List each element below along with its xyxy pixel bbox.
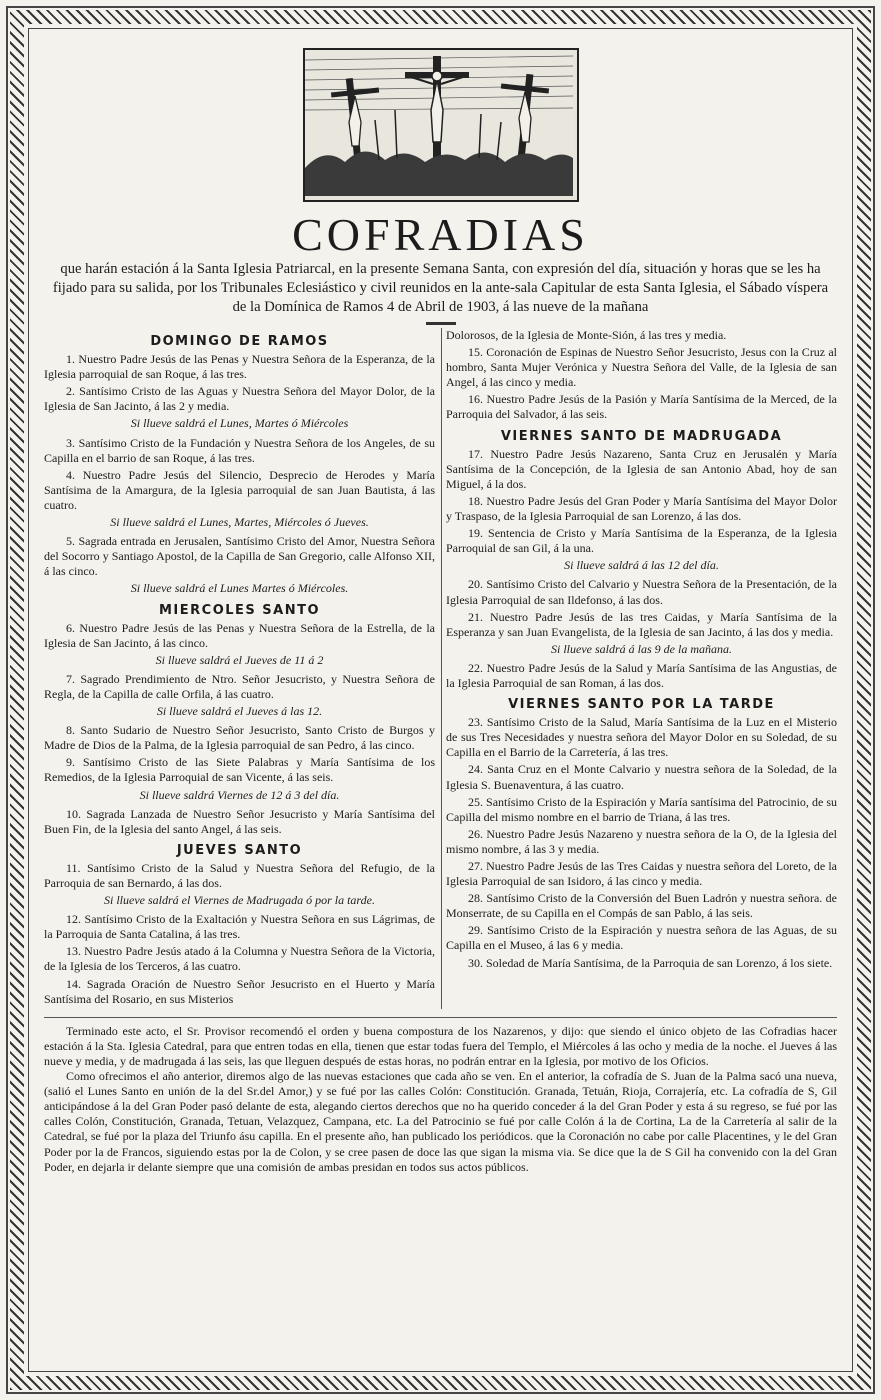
procession-entry: 22. Nuestro Padre Jesús de la Salud y María Santísima de las Angustias, de la Iglesia Parroquial de san Roman, á las dos. — [446, 660, 837, 690]
procession-entry: 4. Nuestro Padre Jesús del Silencio, Desprecio de Herodes y María Santísima de la Amargura, de la Iglesia parroquial de san Juan Bautista, á las cuatro. — [44, 467, 435, 512]
document-intro: que harán estación á la Santa Iglesia Patriarcal, en la presente Semana Santa, con expresión del día, situación y horas que se les ha fijado para su salida, por los Tribunales Eclesiástico y civil reunidos en la ante-sala Capitular de esta Santa Iglesia, el Sábado víspera de la Domínica de Ramos 4 de Abril de 1903, á las nueve de la mañana — [52, 261, 829, 315]
rain-note: Si llueve saldrá el Lunes, Martes ó Miércoles — [130, 416, 349, 431]
section-heading-madrugada: VIERNES SANTO DE MADRUGADA — [500, 428, 783, 444]
rain-note: Si llueve saldrá el Jueves de 11 á 2 — [155, 652, 324, 667]
document-content — [44, 40, 837, 1175]
procession-entry: 29. Santísimo Cristo de la Espiración y nuestra señora de las Aguas, de su Capilla en el Museo, á las 6 y media. — [446, 923, 837, 953]
procession-entry: 28. Santísimo Cristo de la Conversión del Buen Ladrón y nuestra señora. de Monserrate, de su Capilla en el Compás de san Pablo, á las seis. — [446, 891, 837, 921]
right-column — [442, 328, 837, 1009]
procession-entry: 24. Santa Cruz en el Monte Calvario y nuestra señora de la Soledad, de la Iglesia S. Buenaventura, á las cuatro. — [446, 762, 837, 792]
procession-entry: 14. Sagrada Oración de Nuestro Señor Jesucristo en el Huerto y María Santísima del Rosario, en sus Misterios — [44, 976, 435, 1006]
closing-paragraph: Como ofrecimos el año anterior, diremos algo de las nuevas estaciones que cada año se ven. En el anterior, la cofradía de S. Juan de la Palma sacó una nueva, (salió el Lunes Santo en unión de la del Sr.del Amor,) y se fué por las calles Colón: Constitución. Granada, Tetuán, Rioja, Corrajería, etc. La cofradía de S, Gil anticipándose á la del Gran Poder pasó delante de esta, alegando ciertos derechos que no ha querido conceder á la del Gran Poder y esta á su regreso, se fué por las calles Colón, Constitución, Granada, Tetuan, Velazquez, Campana, etc. La del Patrocinio se fué por calle Colón á la de Cortina, La de la Carretería al salir de la Catedral, se fué por la plaza del Triunfo ásu capilla. En el presente año, han publicado los periódicos. que la Coronación no cabe por calle Placentines, y le del Gran Poder por la de Francos, siguiendo estas por la de Colon, y se cree pasen de doce las que sigan la misma via. Se dice que la de S Gil ha convenido con la del Gran Poder, en dejarla ir delante siempre que una comisión de ambas presidan en todos sus actos públicos. — [44, 1069, 837, 1174]
two-column-body — [44, 328, 837, 1009]
rain-note: Si llueve saldrá el Lunes, Martes, Miércoles ó Jueves. — [110, 515, 369, 530]
closing-paragraph: Terminado este acto, el Sr. Provisor recomendó el orden y buena compostura de los Nazarenos, y dijo: que siendo el único objeto de las Cofradias hacer estación á la Sta. Iglesia Catedral, para que entren todas en ella, tienen que estar todas fuera del Templo, el Miércoles á las ocho y media de la noche. el Jueves á las nueve y media, y de madrugada á las seis, las que lleguen después de estas horas, no podrán entrar en la Iglesia, por motivo de los Oficios. — [44, 1023, 837, 1068]
section-heading-miercoles: MIERCOLES SANTO — [158, 602, 321, 618]
procession-entry: 5. Sagrada entrada en Jerusalen, Santísimo Cristo del Amor, Nuestra Señora del Socorro y Santiago Apostol, de la Capilla de San Gregorio, calle Alfonso XII, á las cinco. — [44, 534, 435, 579]
procession-entry: 20. Santísimo Cristo del Calvario y Nuestra Señora de la Presentación, de la Iglesia Parroquial de san Ildefonso, á las dos. — [446, 577, 837, 607]
document-title: COFRADIAS — [292, 209, 589, 260]
procession-entry: 13. Nuestro Padre Jesús atado á la Columna y Nuestra Señora de la Victoria, de la Iglesia de los Terceros, á las cuatro. — [44, 944, 435, 974]
procession-entry: 15. Coronación de Espinas de Nuestro Señor Jesucristo, Jesus con la Cruz al hombro, Santa Mujer Verónica y Nuestra Señora del Valle, de la Iglesia de san Angel, á las cinco y media. — [446, 345, 837, 390]
rain-note: Si llueve saldrá Viernes de 12 á 3 del día. — [139, 787, 340, 802]
procession-entry: 27. Nuestro Padre Jesús de las Tres Caidas y nuestra señora del Loreto, de la Iglesia Parroquial de san Isidoro, á las cinco y media. — [446, 859, 837, 889]
procession-entry: 25. Santísimo Cristo de la Espiración y María santísima del Patrocinio, de su Capilla del mismo nombre en el barrio de Triana, á las tres. — [446, 794, 837, 824]
procession-entry: 12. Santísimo Cristo de la Exaltación y Nuestra Señora en sus Lágrimas, de la Parroquia de Santa Catalina, á las tres. — [44, 912, 435, 942]
section-heading-domingo: DOMINGO DE RAMOS — [150, 334, 329, 349]
procession-entry: 3. Santísimo Cristo de la Fundación y Nuestra Señora de los Angeles, de su Capilla en el barrio de san Roque, á las tres. — [44, 435, 435, 465]
rain-note: Si llueve saldrá á las 12 del día. — [564, 558, 719, 573]
crucifixion-engraving — [305, 50, 573, 196]
closing-notes — [44, 1017, 837, 1175]
rain-note: Si llueve saldrá el Jueves á las 12. — [156, 704, 323, 719]
procession-entry: 11. Santísimo Cristo de la Salud y Nuestra Señora del Refugio, de la Parroquia de san Bernardo, á las dos. — [44, 860, 435, 890]
crucifixion-woodcut-illustration — [303, 48, 579, 202]
procession-entry: 1. Nuestro Padre Jesús de las Penas y Nuestra Señora de la Esperanza, de la Iglesia parroquial de san Roque, á las tres. — [44, 352, 435, 382]
intro-rule-ornament — [426, 322, 456, 325]
procession-entry: 17. Nuestro Padre Jesús Nazareno, Santa Cruz en Jerusalén y María Santísima de la Concepción, de la Iglesia de san Antonio Abad, hoy de san Miguel, á la dos. — [446, 446, 837, 491]
procession-entry: 30. Soledad de María Santísima, de la Parroquia de san Lorenzo, á los siete. — [468, 955, 833, 970]
procession-entry: 16. Nuestro Padre Jesús de la Pasión y María Santísima de la Merced, de la Parroquia del Salvador, á las seis. — [446, 392, 837, 422]
procession-entry: 21. Nuestro Padre Jesús de las tres Caidas, y María Santísima de la Esperanza y san Juan Evangelista, de la Iglesia de san Jacinto, á las dos y media. — [446, 609, 837, 639]
procession-entry: 6. Nuestro Padre Jesús de las Penas y Nuestra Señora de la Estrella, de la Iglesia de San Jacinto, á las cinco. — [44, 620, 435, 650]
section-heading-jueves: JUEVES SANTO — [176, 842, 303, 858]
procession-entry: 7. Sagrado Prendimiento de Ntro. Señor Jesucristo, y Nuestra Señora de Regla, de la Capilla de calle Orfila, á las cuatro. — [44, 671, 435, 701]
left-column — [44, 328, 442, 1009]
section-heading-tarde: VIERNES SANTO POR LA TARDE — [508, 697, 775, 713]
rain-note: Si llueve saldrá á las 9 de la mañana. — [551, 641, 732, 656]
procession-entry: 26. Nuestro Padre Jesús Nazareno y nuestra señora de la O, de la Iglesia del mismo nombre, á las 3 y media. — [446, 826, 837, 856]
rain-note: Si llueve saldrá el Lunes Martes ó Miércoles. — [130, 581, 349, 596]
procession-entry: 18. Nuestro Padre Jesús del Gran Poder y María Santísima del Mayor Dolor y Traspaso, de la Iglesia Parroquial de san Lorenzo, á las dos. — [446, 493, 837, 524]
procession-entry-continued: Dolorosos, de la Iglesia de Monte-Sión, á las tres y media. — [446, 328, 727, 342]
procession-entry: 19. Sentencia de Cristo y María Santísima de la Esperanza, de la Iglesia Parroquial de san Gil, á la una. — [446, 526, 837, 556]
procession-entry: 23. Santísimo Cristo de la Salud, María Santísima de la Luz en el Misterio de sus Tres Necesidades y nuestra señora del Mayor Dolor en su Soledad, de su Capilla en el Barrio de la Carretería, á las tres. — [446, 715, 837, 760]
procession-entry: 10. Sagrada Lanzada de Nuestro Señor Jesucristo y María Santísima del Buen Fin, de la Iglesia del santo Angel, á las seis. — [44, 806, 435, 836]
procession-entry: 9. Santísimo Cristo de las Siete Palabras y María Santísima de los Remedios, de la Iglesia Parroquial de san Vicente, á las seis. — [44, 755, 435, 785]
procession-entry: 2. Santísimo Cristo de las Aguas y Nuestra Señora del Mayor Dolor, de la Iglesia de San Jacinto, á las 2 y media. — [44, 384, 435, 414]
procession-entry: 8. Santo Sudario de Nuestro Señor Jesucristo, Santo Cristo de Burgos y Madre de Dios de la Palma, de la Iglesia parroquial de san Pedro, á las cinco. — [44, 723, 435, 753]
rain-note: Si llueve saldrá el Viernes de Madrugada ó por la tarde. — [104, 893, 375, 908]
